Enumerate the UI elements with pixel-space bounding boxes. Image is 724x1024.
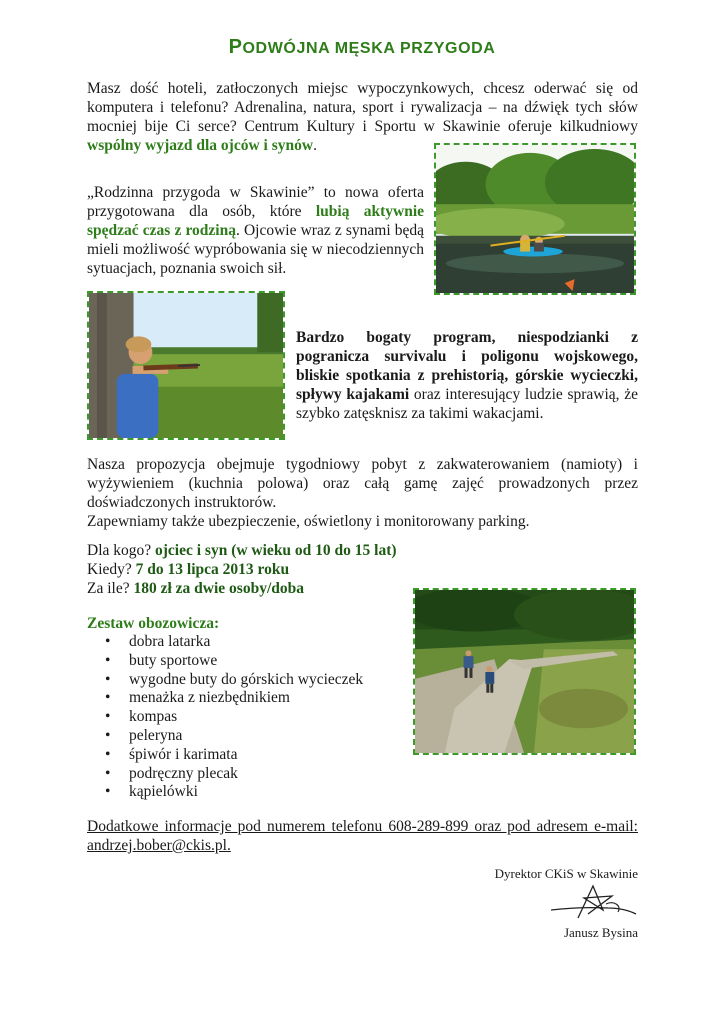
kayak-photo [434, 143, 636, 295]
price-line: Za ile? 180 zł za dwie osoby/doba [87, 580, 304, 597]
program-paragraph: Bardzo bogaty program, niespodzianki z pogranicza survivalu i poligonu wojskowego, bliskie spotkania z prehistorią, górskie wycieczki, spływy kajakami oraz interesujący ludzie sprawią, że szybko zatęsknisz za takimi wakacjami. [296, 329, 638, 422]
list-item: • kompas [105, 708, 178, 726]
list-item: • menażka z niezbędnikiem [105, 689, 290, 707]
family-paragraph: „Rodzinna przygoda w Skawinie” to nowa oferta przygotowana dla osób, które lubią aktywnie spędzać czas z rodziną. Ojcowie wraz z synami będą mieli możliwość wypróbowania się w niecodziennych sytuacjach, poznania swoich sił. [87, 184, 425, 277]
offer-paragraph: Nasza propozycja obejmuje tygodniowy pobyt z zakwaterowaniem (namioty) i wyżywieniem (kuchnia polowa) oraz całą gamę zajęć prowadzonych przez doświadczonych instruktorów. Zapewniamy także ubezpieczenie, oświetlony i monitorowany parking. [87, 456, 638, 530]
who-line: Dla kogo? ojciec i syn (w wieku od 10 do 15 lat) [87, 542, 397, 559]
when-line: Kiedy? 7 do 13 lipca 2013 roku [87, 561, 290, 578]
signature-role: Dyrektor CKiS w Skawinie [494, 866, 638, 881]
contact-info [87, 817, 638, 855]
handwritten-signature [548, 880, 640, 924]
list-item: • śpiwór i karimata [105, 745, 238, 763]
signature-name: Janusz Bysina [563, 925, 638, 940]
gear-section [87, 614, 407, 802]
contact-text[interactable]: Dodatkowe informacje pod numerem telefonu 608-289-899 oraz pod adresem e-mail: andrzej.bober@ckis.pl. [87, 818, 638, 854]
mountain-photo [413, 588, 636, 755]
list-item: • podręczny plecak [105, 764, 238, 782]
details-block [87, 541, 427, 598]
mountain-photo-image [415, 590, 634, 753]
list-item: • peleryna [105, 726, 183, 744]
list-item: • buty sportowe [105, 651, 218, 669]
shooting-photo [87, 291, 285, 440]
list-item: • dobra latarka [105, 633, 211, 650]
intro-paragraph: Masz dość hoteli, zatłoczonych miejsc wypoczynkowych, chcesz oderwać się od komputera i telefonu? Adrenalina, natura, sport i rywalizacja – na dźwięk tych słów mocniej bije Ci serce? Centrum Kultury i Sportu w Skawinie oferuje kilkudniowy wspólny wyjazd dla ojców i synów. [87, 80, 638, 154]
gear-heading: Zestaw obozowicza: [87, 615, 220, 632]
page-title: PODWÓJNA MĘSKA PRZYGODA [228, 36, 496, 58]
kayak-photo-image [436, 145, 634, 293]
shooting-photo-image [89, 293, 283, 438]
list-item: • wygodne buty do górskich wycieczek [105, 670, 364, 688]
list-item: • kąpielówki [105, 783, 198, 801]
signature-scribble-icon [548, 880, 640, 924]
gear-list [87, 633, 407, 802]
